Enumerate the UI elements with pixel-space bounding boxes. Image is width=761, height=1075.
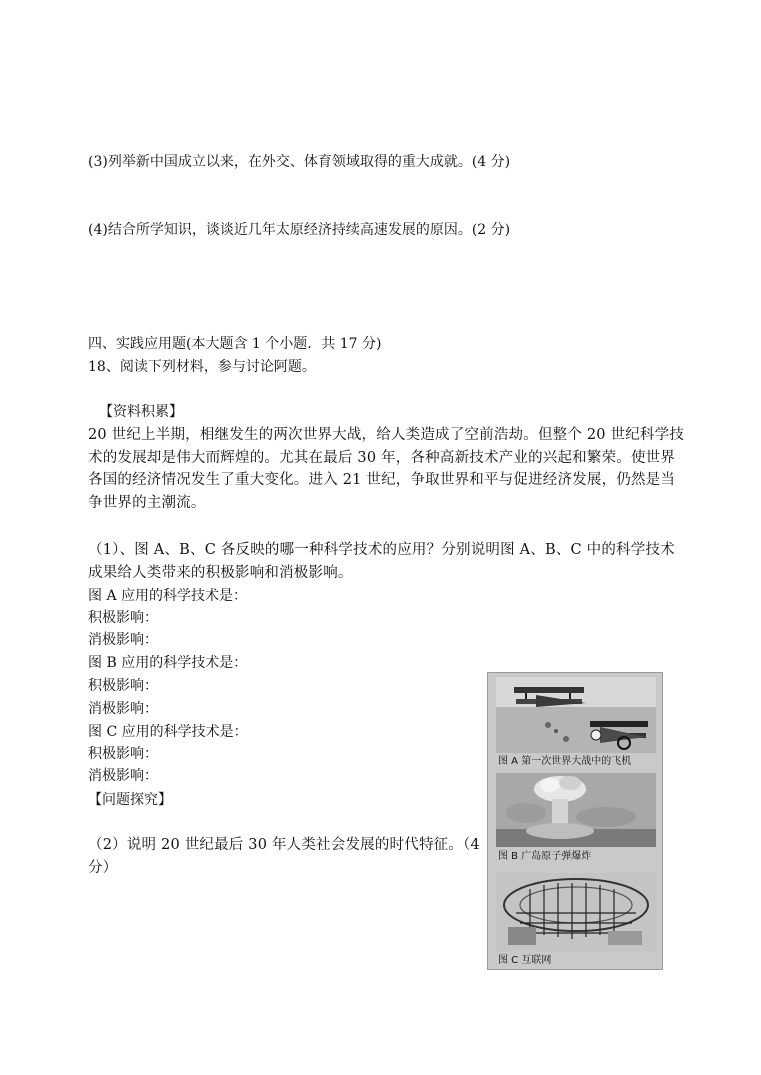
figure-b-caption: 图 B 广岛原子弹爆炸 xyxy=(498,851,592,862)
figure-a-image xyxy=(496,677,656,753)
figure-b-positive: 积极影响： xyxy=(88,678,158,694)
inquiry-heading: 【问题探究】 xyxy=(88,792,172,808)
section-4-heading: 四、实践应用题(本大题含 1 个小题．共 17 分) xyxy=(88,336,382,352)
figure-a-negative: 消极影响： xyxy=(88,632,158,648)
question-4: (4)结合所学知识，谈谈近几年太原经济持续高速发展的原因。(2 分) xyxy=(88,222,511,238)
figure-b-image xyxy=(496,773,656,847)
figure-c-positive: 积极影响： xyxy=(88,746,158,762)
sub-question-2: （2）说明 20 世纪最后 30 年人类社会发展的时代特征。（4 分） xyxy=(88,837,480,876)
material-text: 20 世纪上半期，相继发生的两次世界大战，给人类造成了空前浩劫。但整个 20 世纪科学技术的发展却是伟大而辉煌的。尤其在最后 30 年，各种高新技术产业的兴起和繁荣。使世界各国的经济情况发生了重大变化。进入 21 世纪，争取世界和平与促进经济发展，仍然是当争世界的主潮流。 xyxy=(88,427,685,511)
figure-c-negative: 消极影响： xyxy=(88,768,158,784)
figure-b-negative: 消极影响： xyxy=(88,701,158,717)
figure-c-image xyxy=(496,873,656,951)
question-3: (3)列举新中国成立以来，在外交、体育领域取得的重大成就。(4 分) xyxy=(88,154,511,170)
figure-strip xyxy=(487,672,663,970)
figure-c-tech: 图 C 应用的科学技术是： xyxy=(88,724,248,740)
figure-c-caption: 图 C 互联网 xyxy=(498,955,552,966)
figure-a-caption: 图 A 第一次世界大战中的飞机 xyxy=(498,756,632,767)
figure-b-tech: 图 B 应用的科学技术是： xyxy=(88,655,248,671)
sub-question-1: （1）、图 A、B、C 各反映的哪一种科学技术的应用？分别说明图 A、B、C 中的科学技术成果给人类带来的积极影响和消极影响。 xyxy=(88,542,675,581)
figure-a-positive: 积极影响： xyxy=(88,610,158,626)
material-heading: 【资料积累】 xyxy=(99,404,183,420)
figure-a-tech: 图 A 应用的科学技术是： xyxy=(88,588,248,604)
question-18: 18、阅读下列材料，参与讨论阿题。 xyxy=(88,359,316,375)
